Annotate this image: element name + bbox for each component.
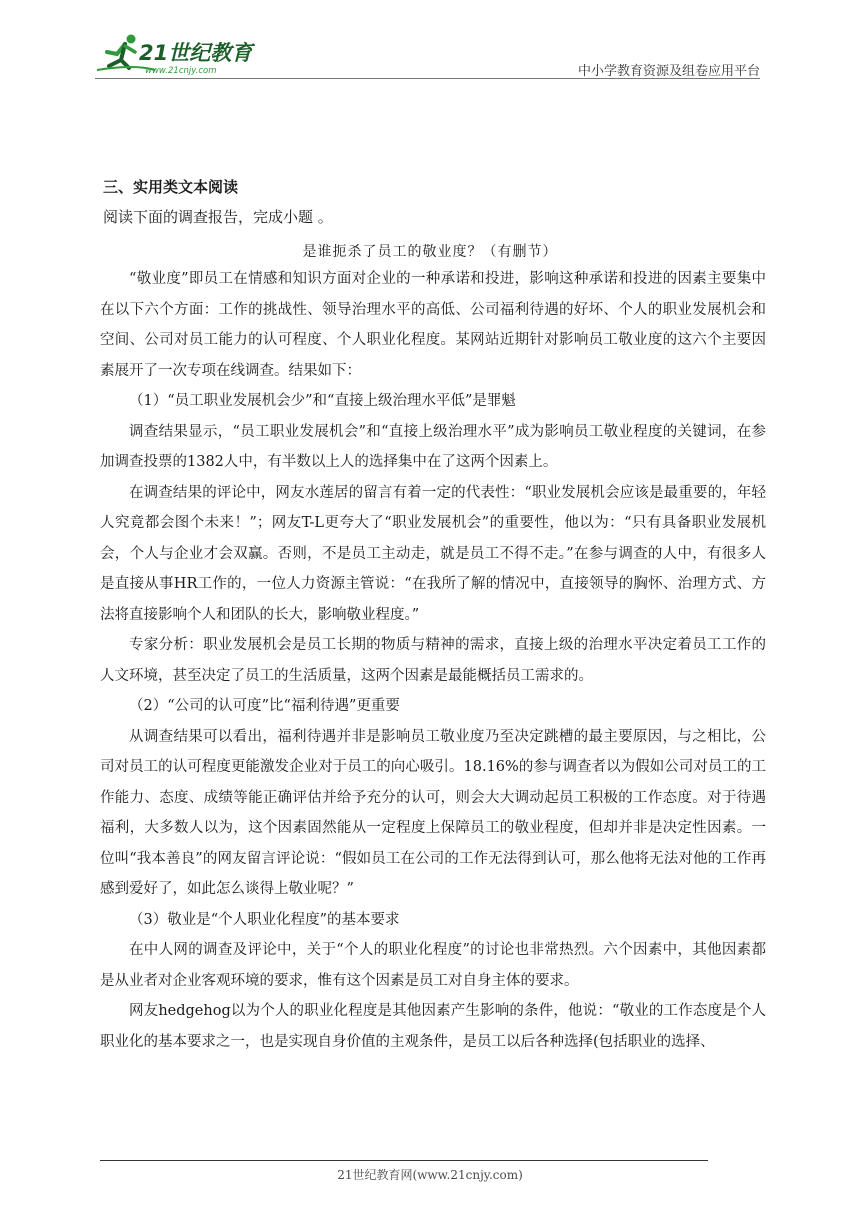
article-subheading: （2）“公司的认可度”比“福利待遇”更重要 [129, 698, 400, 714]
running-figure-logo-icon [95, 30, 265, 80]
article-paragraph: 专家分析：职业发展机会是员工长期的物质与精神的需求，直接上级的治理水平决定着员工工作的人文环境，甚至决定了员工的生活质量，这两个因素是最能概括员工需求的。 [100, 637, 766, 684]
reading-instruction: 阅读下面的调查报告，完成小题 。 [103, 208, 333, 226]
article-subheading: （1）“员工职业发展机会少”和“直接上级治理水平低”是罪魁 [129, 393, 516, 409]
footer-divider [100, 1160, 708, 1161]
article-paragraph: 在调查结果的评论中，网友水莲居的留言有着一定的代表性：“职业发展机会应该是最重要的，年轻人究竟都会图个未来！”；网友T-L更夸大了“职业发展机会”的重要性，他以为：“只有具备职业发展机会，个人与企业才会双赢。否则，不是员工主动走，就是员工不得不走。”在参与调查的人中，有很多人是直接从事HR工作的，一位人力资源主管说：“在我所了解的情况中，直接领导的胸怀、治理方式、方法将直接影响个人和团队的长大，影响敬业程度。” [100, 484, 766, 623]
logo-text: 21世纪教育 [139, 41, 253, 65]
site-logo [95, 30, 265, 80]
section-title: 三、实用类文本阅读 [103, 178, 239, 196]
page-header [95, 30, 760, 82]
article-paragraph: 网友hedgehog以为个人的职业化程度是其他因素产生影响的条件，他说：“敬业的工作态度是个人职业化的基本要求之一，也是实现自身价值的主观条件，是员工以后各种选择(包括职业的选择、 [100, 1003, 766, 1050]
article-paragraph: “敬业度”即员工在情感和知识方面对企业的一种承诺和投进，影响这种承诺和投进的因素主要集中在以下六个方面：工作的挑战性、领导治理水平的高低、公司福利待遇的好坏、个人的职业发展机会和空间、公司对员工能力的认可程度、个人职业化程度。某网站近期针对影响员工敬业度的这六个主要因素展开了一次专项在线调查。结果如下： [100, 271, 766, 379]
article-title: 是谁扼杀了员工的敬业度？（有删节） [302, 244, 558, 260]
page-footer: 21世纪教育网(www.21cnjy.com) [337, 1168, 523, 1182]
article-paragraph: 从调查结果可以看出，福利待遇并非是影响员工敬业度乃至决定跳槽的最主要原因，与之相比，公司对员工的认可程度更能激发企业对于员工的向心吸引。18.16%的参与调查者以为假如公司对员工的工作能力、态度、成绩等能正确评估并给予充分的认可，则会大大调动起员工积极的工作态度。对于待遇福利，大多数人以为，这个因素固然能从一定程度上保障员工的敬业程度，但却并非是决定性因素。一位叫“我本善良”的网友留言评论说：“假如员工在公司的工作无法得到认可，那么他将无法对他的工作再感到爱好了，如此怎么谈得上敬业呢？” [100, 728, 766, 897]
logo-url-text: www.21cnjy.com [145, 66, 217, 76]
article-paragraph: 调查结果显示，“员工职业发展机会”和“直接上级治理水平”成为影响员工敬业程度的关键词，在参加调查投票的1382人中，有半数以上人的选择集中在了这两个因素上。 [100, 423, 766, 470]
platform-name: 中小学教育资源及组卷应用平台 [577, 64, 760, 79]
article-body [100, 264, 766, 1057]
article-paragraph: 在中人网的调查及评论中，关于“个人的职业化程度”的讨论也非常热烈。六个因素中，其他因素都是从业者对企业客观环境的要求，惟有这个因素是员工对自身主体的要求。 [100, 942, 766, 989]
header-divider [95, 78, 760, 79]
article-subheading: （3）敬业是“个人职业化程度”的基本要求 [129, 911, 400, 928]
